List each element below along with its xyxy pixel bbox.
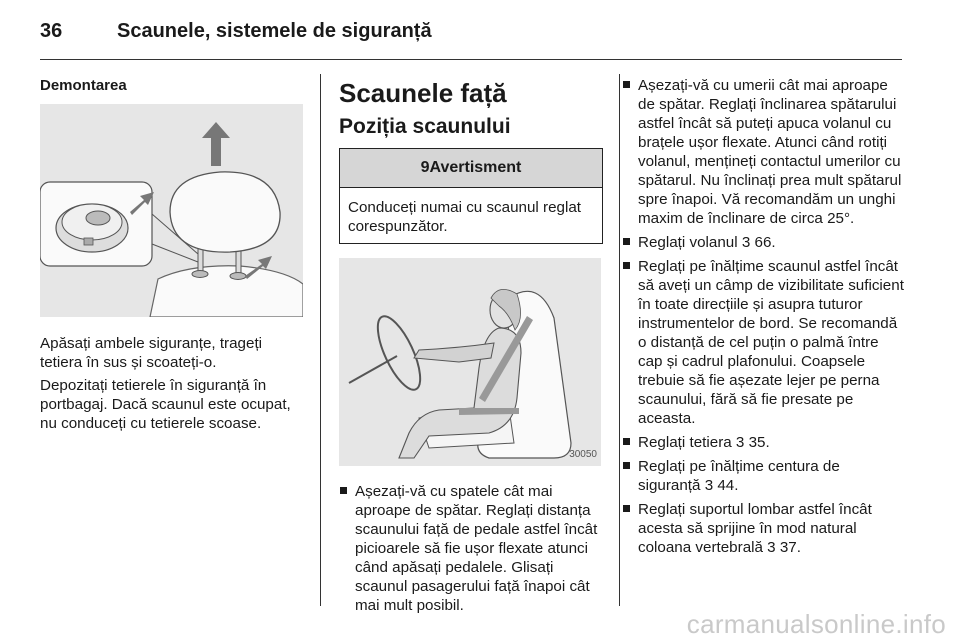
warning-body: Conduceți numai cu scaunul reglat corespunzător. (348, 199, 582, 235)
seat-bullets-col2 (339, 482, 603, 615)
list-item: Reglați volanul 3 66. (622, 233, 906, 252)
column-divider-1 (320, 74, 321, 606)
header-rule (40, 59, 902, 60)
column-1 (40, 76, 304, 437)
warning-icon: 9 (420, 159, 430, 176)
list-item: Reglați pe înălțime centura de siguranță 3 44. (622, 457, 906, 495)
removal-paragraph-1: Apăsați ambele siguranțe, trageți tetiera în sus și scoateți-o. (40, 335, 263, 371)
list-item: Așezați-vă cu umerii cât mai aproape de spătar. Reglați înclinarea spătarului astfel încât să puteți apuca volanul cu brațele ușor flexate. Atunci când rotiți volanul, mențineți contactul umerilor cu spătarul. Nu înclinați prea mult spătarul spre înapoi. Vă recomandăm un unghi maxim de înclinare de circa 25°. (622, 76, 906, 228)
headrest-removal-figure (40, 104, 303, 317)
removal-paragraph-2: Depozitați tetierele în siguranță în portbagaj. Dacă scaunul este ocupat, nu conduceți cu tetierele scoase. (40, 377, 291, 432)
headrest-illustration (40, 104, 303, 317)
warning-box (339, 148, 603, 244)
page-title: Scaunele, sistemele de siguranță (117, 20, 432, 42)
list-item: Reglați pe înălțime scaunul astfel încât să aveți un câmp de vizibilitate suficient în toate direcțiile și asupra tuturor instrumentelor de bord. Se recomandă o distanță de cel puțin o palmă între cap și cadrul plafonului. Coapsele trebuie să fie așezate lejer pe perna scaunului, fără să fie presate pe aceasta. (622, 257, 906, 428)
column-2 (339, 74, 603, 620)
seat-bullets-col3 (622, 76, 906, 557)
list-item: Așezați-vă cu spatele cât mai aproape de spătar. Reglați distanța scaunului față de pedale astfel încât picioarele să fie ușor flexate atunci când apăsați pedalele. Glisați scaunul pasagerului față înapoi cât mai mult posibil. (339, 482, 603, 615)
column-3 (622, 76, 906, 562)
page-number: 36 (40, 20, 63, 42)
column-divider-2 (619, 74, 620, 606)
section-heading-front-seats: Scaunele față (339, 78, 507, 108)
driver-illustration (339, 258, 601, 466)
watermark: carmanualsonline.info (686, 609, 946, 639)
subheading-removal: Demontarea (40, 77, 127, 94)
list-item: Reglați suportul lombar astfel încât acesta să sprijine în mod natural coloana vertebrală 3 37. (622, 500, 906, 557)
warning-title (340, 149, 602, 188)
subheading-seat-position: Poziția scaunului (339, 115, 511, 138)
seat-position-figure (339, 258, 601, 466)
figure-code: 30050 (569, 449, 597, 460)
list-item: Reglați tetiera 3 35. (622, 433, 906, 452)
warning-title-text: Avertisment (429, 159, 522, 176)
